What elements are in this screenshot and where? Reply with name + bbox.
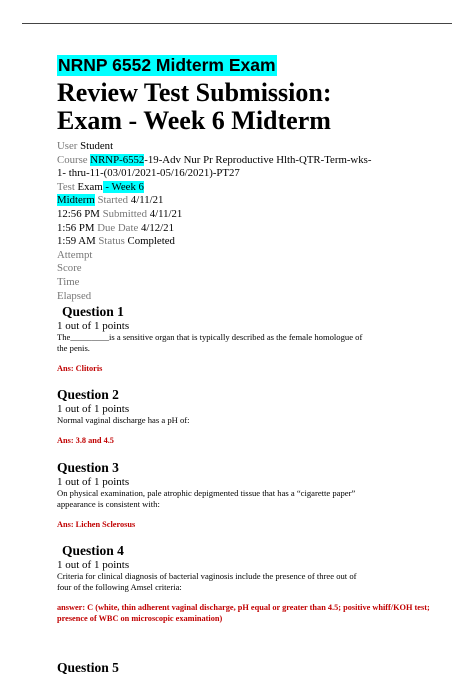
test-value-a: Exam (77, 180, 103, 193)
time-label: Time (57, 275, 80, 288)
course-title: NRNP 6552 Midterm Exam (58, 55, 276, 75)
due-label: Due Date (97, 221, 139, 234)
started-time: 12:56 PM (57, 207, 100, 220)
question-text: The_________is a sensitive organ that is typically described as the female homologue of (57, 332, 363, 343)
question-answer-cont: presence of WBC on microscopic examination) (57, 614, 223, 624)
started-row (57, 194, 452, 208)
test-label: Test (57, 180, 75, 193)
course-name-part1: -19-Adv Nur Pr Reproductive Hlth-QTR-Term-wks- (144, 153, 372, 166)
question-5 (57, 660, 452, 676)
user-row (57, 140, 452, 154)
user-value: Student (80, 140, 114, 152)
question-answer: answer: C (white, thin adherent vaginal discharge, pH equal or greater than 4.5; positive whiff/KOH test; (57, 603, 430, 613)
question-points: 1 out of 1 points (57, 476, 130, 489)
question-3 (57, 460, 452, 530)
document-body (57, 55, 452, 676)
question-1 (57, 304, 452, 374)
course-code: NRNP-6552 (90, 153, 145, 166)
top-rule (22, 23, 452, 24)
submission-details (57, 140, 452, 303)
submitted-row (57, 208, 452, 222)
question-text: Criteria for clinical diagnosis of bacterial vaginosis include the presence of three out of (57, 571, 357, 582)
course-title-banner (57, 55, 452, 76)
test-value-c: Midterm (57, 194, 95, 207)
submitted-label: Submitted (102, 207, 147, 220)
question-heading: Question 2 (57, 387, 119, 403)
question-points: 1 out of 1 points (57, 403, 130, 416)
score-label: Score (57, 262, 82, 275)
status-row (57, 235, 452, 249)
course-row (57, 154, 452, 168)
question-heading: Question 5 (57, 660, 119, 676)
question-text: On physical examination, pale atrophic depigmented tissue that has a “cigarette paper” (57, 488, 356, 499)
question-points: 1 out of 1 points (57, 320, 130, 333)
elapsed-label: Elapsed (57, 289, 92, 302)
test-value-b: - Week 6 (102, 180, 144, 193)
page-title-line2: Exam - Week 6 Midterm (57, 106, 331, 135)
due-date: 4/12/21 (140, 221, 174, 234)
due-time: 1:59 AM (57, 235, 96, 248)
question-points: 1 out of 1 points (57, 559, 130, 572)
question-heading: Question 1 (62, 304, 124, 320)
started-date: 4/11/21 (130, 194, 164, 207)
status-label: Status (98, 235, 125, 248)
question-answer: Ans: Lichen Sclerosus (57, 520, 136, 530)
question-2 (57, 387, 452, 446)
submitted-time: 1:56 PM (57, 221, 95, 234)
question-answer: Ans: 3.8 and 4.5 (57, 436, 114, 446)
question-text-cont: the penis. (57, 343, 90, 354)
attempt-label: Attempt (57, 248, 93, 261)
course-name-part2: 1- thru-11-(03/01/2021-05/16/2021)-PT27 (57, 167, 240, 180)
due-row (57, 222, 452, 236)
page-title-line1: Review Test Submission: (57, 78, 332, 107)
question-text-cont: appearance is consistent with: (57, 499, 160, 510)
test-row (57, 181, 452, 195)
question-answer: Ans: Clitoris (57, 364, 103, 374)
user-label: User (57, 140, 78, 152)
question-4 (57, 543, 452, 624)
submitted-date: 4/11/21 (149, 207, 183, 220)
started-label: Started (97, 194, 129, 207)
question-text-cont: four of the following Amsel criteria: (57, 582, 182, 593)
question-text: Normal vaginal discharge has a pH of: (57, 415, 190, 426)
question-heading: Question 4 (62, 543, 124, 559)
question-heading: Question 3 (57, 460, 119, 476)
course-label: Course (57, 153, 88, 166)
status-value: Completed (127, 235, 175, 248)
